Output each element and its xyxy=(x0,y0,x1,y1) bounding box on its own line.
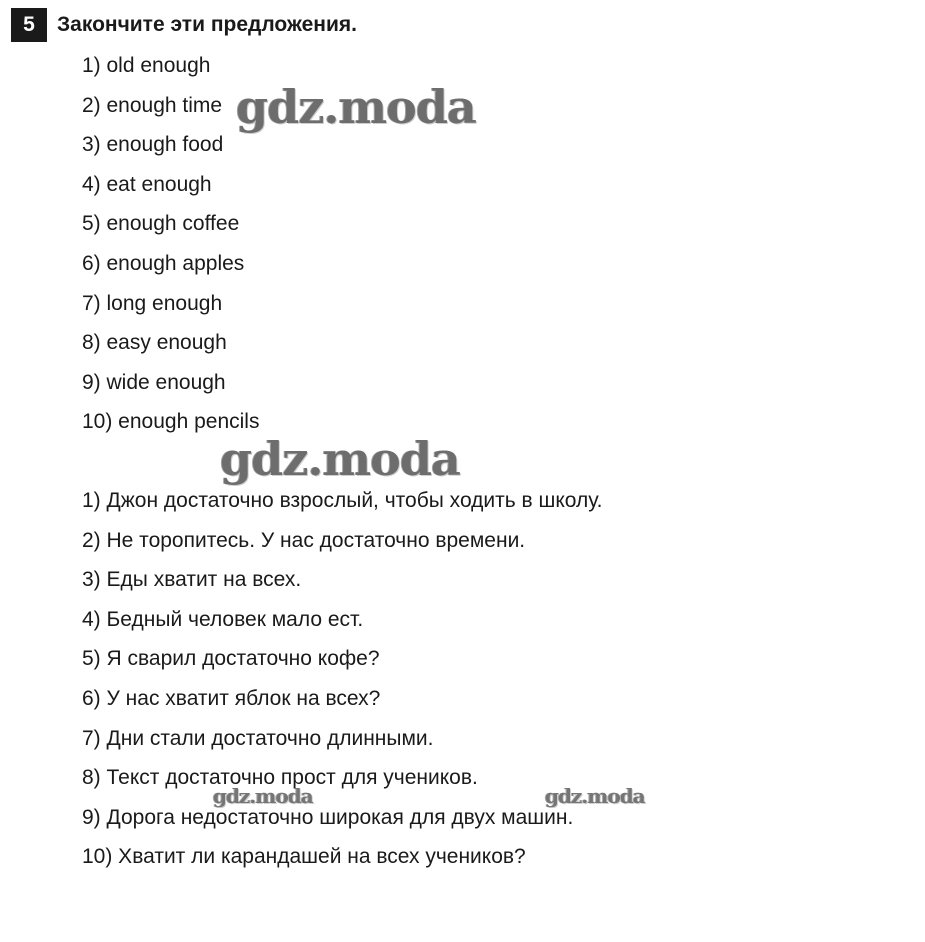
list-item: 1) Джон достаточно взрослый, чтобы ходить в школу. xyxy=(82,489,603,512)
list-item: 10) enough pencils xyxy=(82,410,260,434)
task-title: Закончите эти предложения. xyxy=(57,13,357,36)
task-number-badge: 5 xyxy=(11,8,47,42)
list-item: 5) enough coffee xyxy=(82,212,240,236)
watermark: gdz.moda xyxy=(545,784,645,808)
list-item: 7) long enough xyxy=(82,291,223,315)
list-item: 9) Дорога недостаточно широкая для двух машин. xyxy=(82,805,574,829)
list-item: 6) У нас хватит яблок на всех? xyxy=(82,686,381,710)
answers-english-list xyxy=(82,46,259,442)
list-item: 6) enough apples xyxy=(82,251,245,275)
list-item: 8) easy enough xyxy=(82,331,227,355)
list-item: 3) enough food xyxy=(82,133,224,157)
watermark: gdz.moda xyxy=(213,784,313,808)
watermark: gdz.moda xyxy=(236,80,476,134)
list-item: 2) enough time xyxy=(82,93,223,117)
answers-russian-list xyxy=(82,481,603,877)
list-item: 4) eat enough xyxy=(82,172,212,196)
list-item: 10) Хватит ли карандашей на всех учеников? xyxy=(82,845,526,869)
list-item: 2) Не торопитесь. У нас достаточно времени. xyxy=(82,528,526,552)
list-item: 8) Текст достаточно прост для учеников. xyxy=(82,766,478,790)
list-item: 1) old enough xyxy=(82,54,211,77)
list-item: 7) Дни стали достаточно длинными. xyxy=(82,726,434,750)
list-item: 9) wide enough xyxy=(82,370,226,394)
list-item: 4) Бедный человек мало ест. xyxy=(82,607,364,631)
watermark: gdz.moda xyxy=(220,432,460,486)
list-item: 3) Еды хватит на всех. xyxy=(82,568,302,592)
list-item: 5) Я сварил достаточно кофе? xyxy=(82,647,380,671)
task-header xyxy=(11,8,357,42)
